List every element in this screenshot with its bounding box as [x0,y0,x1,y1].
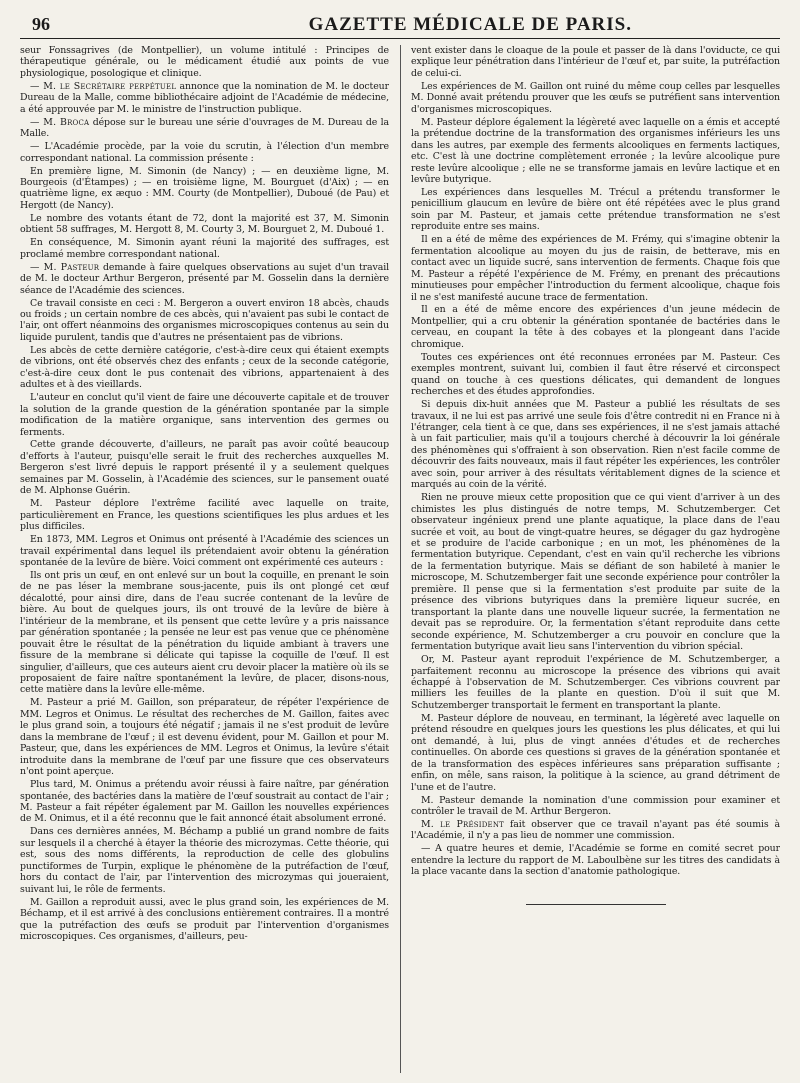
column-divider [400,45,401,1073]
speaker-name: — M. Pasteur [30,261,100,273]
paragraph-text: M. Pasteur déplore également la légèreté avec laquelle on a émis et accepté la prétendue doctrine de la transformation des organismes inférieurs les uns dans les autres, par exemple des ferments alcooliques en ferments lactiques, etc. C'est là une doctrine complètement erronée ; la levûre alcoolique pure reste levûre alcoolique ; elle ne se transforme jamais en levûre lactique et en levûre butyrique. [411,116,780,185]
left-column [20,45,389,1073]
paragraph-text: Dans ces dernières années, M. Béchamp a publié un grand nombre de faits sur lesquels il a cherché à étayer la théorie des microzymas. Cette théorie, qui est, sous des noms différents, la reproduction de celle des globulins punctiformes de Turpin, explique le phénomène de la putréfaction de l'œuf, hors du contact de l'air, par l'intervention des microzymas qui joueraient, suivant lui, le rôle de ferments. [20,826,389,895]
paragraph-text: Le nombre des votants étant de 72, dont la majorité est 37, M. Simonin obtient 58 suffrages, M. Hergott 8, M. Courty 3, M. Bourguet 2, M. Duboué 1. [20,212,389,236]
paragraph-text: Plus tard, M. Onimus a prétendu avoir réussi à faire naître, par génération spontanée, des bactéries dans la matière de l'œuf soustrait au contact de l'air ; M. Pasteur a fait répéter également par M. Gaillon les nouvelles expériences de M. Onimus, et il a été reconnu que le fait annoncé était absolument erroné. [20,779,389,825]
journal-title: GAZETTE MÉDICALE DE PARIS. [308,14,632,35]
paragraph-text: Ils ont pris un œuf, en ont enlevé sur un bout la coquille, en prenant le soin de ne pas léser la membrane sous-jacente, puis ils ont plongé cet œuf décalotté, pour ainsi dire, dans de l'eau sucrée contenant de la levûre de bière. Au bout de quelques jours, ils ont trouvé de la levûre de bière à l'intérieur de la membrane, et ils pensent que cette levûre y a pris naissance par génération spontanée ; la pensée ne leur est pas venue que ce phénomène pouvait être le résultat de la pénétration du liquide ambiant à travers une fissure de la membrane si délicate qui tapisse la coquille de l'œuf. Il est singulier, d'ailleurs, que ces auteurs aient cru devoir placer la matière où ils se proposaient de faire naître spontanément la levûre, de placer, disons-nous, cette matière dans la levûre elle-même. [20,569,389,696]
paragraph-text: M. Pasteur déplore l'extrême facilité avec laquelle on traite, particulièrement en France, les questions scientifiques les plus ardues et les plus difficiles. [20,498,389,533]
paragraph-text: M. Pasteur a prié M. Gaillon, son préparateur, de répéter l'expérience de MM. Legros et Onimus. Le résultat des recherches de M. Gaillon, faites avec le plus grand soin, a toujours été négatif ; jamais il ne s'est produit de levûre dans la membrane de l'œuf ; il est devenu évident, pour M. Gaillon et pour M. Pasteur, que, dans les expériences de MM. Legros et Onimus, la levûre s'était introduite dans la membrane de l'œuf par une fissure que ces observateurs n'ont point aperçue. [20,697,389,778]
paragraph [20,298,389,344]
paragraph-text: Toutes ces expériences ont été reconnues erronées par M. Pasteur. Ces exemples montrent, suivant lui, combien il faut être réservé et circonspect quand on touche à ces questions délicates, qui demandent de longues recherches et des études approfondies. [411,351,780,398]
paragraph [411,352,780,398]
paragraph [411,843,780,877]
paragraph [20,570,389,696]
paragraph-text: — L'Académie procède, par la voie du scrutin, à l'élection d'un membre correspondant national. La commission présente : [20,141,389,164]
paragraph [20,81,389,115]
paragraph [20,779,389,825]
page-number: 96 [32,14,50,34]
paragraph [20,345,389,391]
paragraph-text: M. Pasteur déplore de nouveau, en terminant, la légèreté avec laquelle on prétend résoudre en quelques jours les questions les plus délicates, et qui lui ont demandé, à lui, plus de vingt années d'études et de recherches continuelles. On aborde ces questions si graves de la génération spontanée et de la transformation des espèces inférieures sans préparation suffisante ; enfin, on mêle, sans raison, la politique à la science, au grand détriment de l'une et de l'autre. [411,712,780,793]
paragraph [20,262,389,296]
paragraph [411,81,780,115]
paragraph-text: demande à faire quelques observations au sujet d'un travail de M. le docteur Arthur Bergeron, présenté par M. Gosselin dans la dernière séance de l'Académie des sciences. [20,261,389,296]
paragraph-text: Si depuis dix-huit années que M. Pasteur a publié les résultats de ses travaux, il ne lui est pas arrivé une seule fois d'être contredit ni en France ni à l'étranger, cela tient à ce que, dans ses expériences, il ne s'est jamais attaché à un fait particulier, mais qu'il a toujours cherché à découvrir la loi générale des phénomènes qui s'offraient à son observation. Rien n'est facile comme de découvrir des faits nouveaux, mais il faut répéter les expériences, les contrôler avec soin, pour arriver à des résultats véritablement dignes de la science et marqués au coin de la vérité. [411,399,780,491]
paragraph-text: seur Fonssagrives (de Montpellier), un volume intitulé : Principes de thérapeutique générale, ou le médicament étudié aux points de vue physiologique, posologique et clinique. [20,45,389,79]
paragraph-text: En 1873, MM. Legros et Onimus ont présenté à l'Académie des sciences un travail expérimental dans lequel ils prétendaient avoir obtenu la génération spontanée de la levûre de bière. Voici comment ont expérimenté ces auteurs : [20,534,389,568]
paragraph [411,492,780,652]
paragraph [20,45,389,79]
paragraph [411,117,780,186]
paragraph-text: Les abcès de cette dernière catégorie, c'est-à-dire ceux qui étaient exempts de vibrions, ont été observés chez des enfants ; ceux de la seconde catégorie, c'est-à-dire ceux dont le pus contenait des vibrions, appartenaient à des adultes et à des vieillards. [20,344,389,391]
paragraph-text: vent exister dans le cloaque de la poule et passer de là dans l'oviducte, ce qui explique leur pénétration dans l'intérieur de l'œuf et, par suite, la putréfaction de celui-ci. [411,45,780,79]
paragraph [20,141,389,164]
paragraph [411,399,780,491]
paragraph [20,697,389,777]
paragraph [411,234,780,303]
paragraph-text: Or, M. Pasteur ayant reproduit l'expérience de M. Schutzemberger, a parfaitement reconnu au microscope la présence des vibrions qui avait échappé à l'observation de M. Schutzemberger. Ces vibrions couvrent par milliers les feuilles de la plante en question. D'où il suit que M. Schutzemberger transportait le ferment en transportant la plante. [411,654,780,711]
paragraph [411,713,780,793]
paragraph-text: En première ligne, M. Simonin (de Nancy) ; — en deuxième ligne, M. Bourgeois (d'Étampes) ; — en troisième ligne, M. Bourguet (d'Aix) ; — en quatrième ligne, ex æquo : MM. Courty (de Montpellier), Duboué (de Pau) et Hergott (de Nancy). [20,165,389,211]
paragraph [20,498,389,532]
right-column [411,45,780,1073]
paragraph [20,213,389,236]
speaker-name: — M. le Secrétaire perpétuel [30,80,177,92]
paragraph [411,819,780,842]
paragraph [411,304,780,350]
paragraph-text: M. Pasteur demande la nomination d'une commission pour examiner et contrôler le travail de M. Arthur Bergeron. [411,794,780,817]
paragraph-text: Il en a été de même encore des expériences d'un jeune médecin de Montpellier, qui a cru obtenir la génération spontanée de bactéries dans le cerveau, en coupant la tête à des cobayes et la plongeant dans l'acide chromique. [411,304,780,350]
paragraph [20,392,389,438]
paragraph-text: Les expériences de M. Gaillon ont ruiné du même coup celles par lesquelles M. Donné avait prétendu prouver que les œufs se putréfient sans intervention d'organismes microscopiques. [411,80,780,115]
paragraph [20,534,389,568]
paragraph [20,237,389,260]
paragraph-text: — A quatre heures et demie, l'Académie se forme en comité secret pour entendre la lecture du rapport de M. Laboulbène sur les titres des candidats à la place vacante dans la section d'anatomie pathologique. [411,843,780,878]
paragraph [411,795,780,818]
paragraph-text: Les expériences dans lesquelles M. Trécul a prétendu transformer le penicillium glaucum en levûre de bière ont été répétées avec le plus grand soin par M. Pasteur, et jamais cette prétendue transformation ne s'est reproduite entre ses mains. [411,186,780,233]
text-columns [20,45,780,1073]
end-rule [526,904,666,905]
paragraph-text: Ce travail consiste en ceci : M. Bergeron a ouvert environ 18 abcès, chauds ou froids ; un certain nombre de ces abcès, qui n'avaient pas subi le contact de l'air, ont offert néanmoins des organismes microscopiques contenus au sein du liquide purulent, tandis que d'autres ne présentaient pas de vibrions. [20,297,389,343]
paragraph [20,439,389,496]
paragraph-text: dépose sur le bureau une série d'ouvrages de M. Dureau de la Malle. [20,116,389,140]
paragraph-text: L'auteur en conclut qu'il vient de faire une découverte capitale et de trouver la solution de la grande question de la génération spontanée par la simple modification de la matière organique, sans intervention des germes ou ferments. [20,392,389,438]
paragraph-text: M. Gaillon a reproduit aussi, avec le plus grand soin, les expériences de M. Béchamp, et il est arrivé à des conclusions entièrement contraires. Il a montré que la putréfaction des œufs se produit par l'intervention d'organismes microscopiques. Ces organismes, d'ailleurs, peu- [20,896,389,942]
paragraph-text: Il en a été de même des expériences de M. Frémy, qui s'imagine obtenir la fermentation alcoolique au moyen du jus de raisin, de betterave, mis en contact avec un liquide sucré, sans intervention de ferments. Chaque fois que M. Pasteur a répété l'expérience de M. Frémy, en prenant des précautions minutieuses pour empêcher l'introduction du ferment alcoolique, chaque fois il ne s'est manifesté aucune trace de fermentation. [411,234,780,303]
paragraph [20,166,389,212]
paragraph-text: fait observer que ce travail n'ayant pas été soumis à l'Académie, il n'y a pas lieu de nommer une commission. [411,818,780,842]
paragraph [20,826,389,895]
paragraph-text: Cette grande découverte, d'ailleurs, ne paraît pas avoir coûté beaucoup d'efforts à l'auteur, puisqu'elle serait le fruit des recherches auxquelles M. Bergeron s'est livré depuis le rapport présenté il y a seulement quelques semaines par M. Gosselin, à l'Académie des sciences, sur le pansement ouaté de M. Alphonse Guérin. [20,439,389,497]
paragraph-text: En conséquence, M. Simonin ayant réuni la majorité des suffrages, est proclamé membre correspondant national. [20,237,389,260]
speaker-name: M. le Président [421,818,505,830]
paragraph-text: annonce que la nomination de M. le docteur Dureau de la Malle, comme bibliothécaire adjoint de l'Académie de médecine, a été approuvée par M. le ministre de l'instruction publique. [20,80,389,115]
page-header [20,14,780,39]
paragraph [20,117,389,140]
paragraph [411,654,780,711]
paragraph [411,45,780,79]
speaker-name: — M. Broca [30,116,90,128]
paragraph [20,897,389,943]
paragraph-text: Rien ne prouve mieux cette proposition que ce qui vient d'arriver à un des chimistes les plus distingués de notre temps, M. Schutzemberger. Cet observateur ingénieux prend une plante aquatique, la place dans de l'eau sucrée et voit, au bout de vingt-quatre heures, se dégager du gaz hydrogène et se produire de l'acide carbonique ; en un mot, les phénomènes de la fermentation butyrique. Cependant, c'est en vain qu'il recherche les vibrions de la fermentation butyrique. Mais se défiant de son habileté à manier le microscope, M. Schutzemberger fait une seconde expérience pour contrôler la première. Il pense que si la fermentation s'est produite par suite de la présence des vibrions butyriques dans la première liqueur sucrée, en transportant la plante dans une nouvelle liqueur sucrée, la fermentation ne devait pas se reproduire. Or, la fermentation s'étant reproduite dans cette seconde expérience, M. Schutzemberger a cru pouvoir en conclure que la fermentation butyrique avait lieu sans l'intervention du vibrion spécial. [411,492,780,653]
paragraph [411,187,780,233]
